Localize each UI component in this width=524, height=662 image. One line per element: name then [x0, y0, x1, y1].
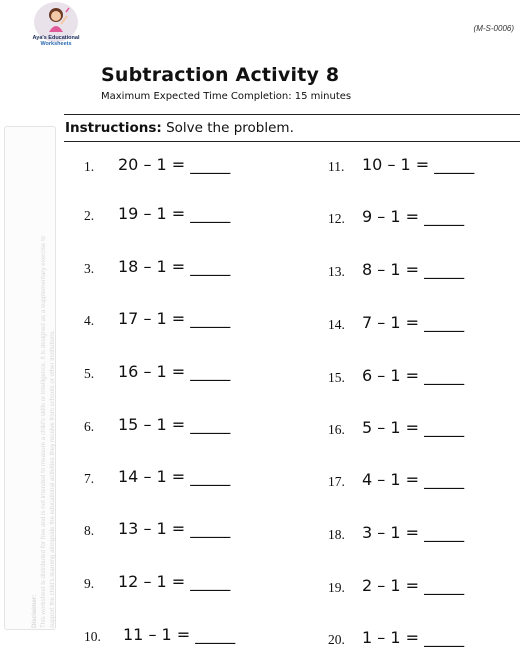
problem-expression: 15 – 1 = _____	[118, 415, 231, 434]
problem-number: 18.	[328, 527, 345, 542]
problem-expression: 1 – 1 = _____	[362, 628, 465, 647]
problem-number: 10.	[84, 629, 101, 644]
worksheet-code: (M-S-0006)	[473, 24, 514, 33]
problem-item	[84, 257, 284, 281]
problem-expression: 3 – 1 = _____	[362, 523, 465, 542]
problem-number: 6.	[84, 419, 95, 434]
problem-item	[84, 155, 284, 179]
problem-item	[84, 519, 284, 543]
problem-expression: 5 – 1 = _____	[362, 418, 465, 437]
problem-number: 14.	[328, 317, 345, 332]
problem-item	[328, 523, 518, 547]
problem-expression: 18 – 1 = _____	[118, 257, 231, 276]
problem-item	[328, 470, 518, 494]
problem-expression: 4 – 1 = _____	[362, 470, 465, 489]
problem-expression: 13 – 1 = _____	[118, 519, 231, 538]
problem-number: 2.	[84, 208, 95, 223]
problem-item	[328, 260, 518, 284]
problem-item	[84, 625, 284, 649]
problem-number: 9.	[84, 576, 95, 591]
problem-expression: 20 – 1 = _____	[118, 155, 231, 174]
problem-item	[328, 155, 518, 179]
problem-item	[328, 207, 518, 231]
logo-line2: Worksheets	[40, 41, 72, 47]
problem-item	[84, 362, 284, 386]
problem-item	[84, 204, 284, 228]
logo	[28, 2, 84, 54]
problem-expression: 14 – 1 = _____	[118, 467, 231, 486]
problem-number: 1.	[84, 159, 95, 174]
problem-expression: 6 – 1 = _____	[362, 366, 465, 385]
problem-item	[328, 418, 518, 442]
disclaimer-line1: This worksheet is distributed for free and is not intended to measure a child's skills or intelligence. It is designed as a supplementary exercise to	[40, 235, 47, 628]
problem-item	[84, 309, 284, 333]
problem-expression: 16 – 1 = _____	[118, 362, 231, 381]
problem-expression: 2 – 1 = _____	[362, 576, 465, 595]
problem-item	[84, 467, 284, 491]
divider-bottom	[64, 141, 520, 142]
problem-item	[328, 366, 518, 390]
disclaimer-label: Disclaimer:	[31, 594, 38, 628]
worksheet-title: Subtraction Activity 8	[101, 64, 340, 86]
problem-expression: 17 – 1 = _____	[118, 309, 231, 328]
girl-mascot-icon	[40, 4, 72, 36]
instructions	[65, 120, 294, 136]
problem-expression: 10 – 1 = _____	[362, 155, 475, 174]
disclaimer-text	[30, 148, 57, 628]
problem-number: 20.	[328, 632, 345, 647]
problem-expression: 9 – 1 = _____	[362, 207, 465, 226]
worksheet-subtitle: Maximum Expected Time Completion: 15 minutes	[101, 91, 352, 102]
divider-top	[64, 114, 520, 115]
problem-number: 13.	[328, 264, 345, 279]
logo-line1: Aya's Educational	[32, 35, 80, 41]
problem-item	[328, 576, 518, 600]
problem-number: 5.	[84, 366, 95, 381]
problem-expression: 19 – 1 = _____	[118, 204, 231, 223]
problem-item	[328, 628, 518, 652]
disclaimer-line2: support the child's learning alongside the educational activities they receive from schools or other institutions.	[49, 329, 56, 628]
problem-expression: 12 – 1 = _____	[118, 572, 231, 591]
instructions-label: Instructions:	[65, 120, 162, 136]
problem-number: 17.	[328, 474, 345, 489]
problem-expression: 7 – 1 = _____	[362, 313, 465, 332]
problem-number: 4.	[84, 313, 95, 328]
problem-number: 3.	[84, 261, 95, 276]
problem-expression: 8 – 1 = _____	[362, 260, 465, 279]
problem-item	[328, 313, 518, 337]
problem-number: 8.	[84, 523, 95, 538]
problem-number: 16.	[328, 422, 345, 437]
problem-item	[84, 415, 284, 439]
problem-number: 12.	[328, 211, 345, 226]
problem-number: 19.	[328, 580, 345, 595]
instructions-text: Solve the problem.	[166, 120, 294, 136]
problem-number: 7.	[84, 471, 95, 486]
problem-number: 15.	[328, 370, 345, 385]
disclaimer-sidebar	[4, 126, 56, 630]
problem-expression: 11 – 1 = _____	[123, 625, 236, 644]
problem-number: 11.	[328, 159, 345, 174]
problem-item	[84, 572, 284, 596]
